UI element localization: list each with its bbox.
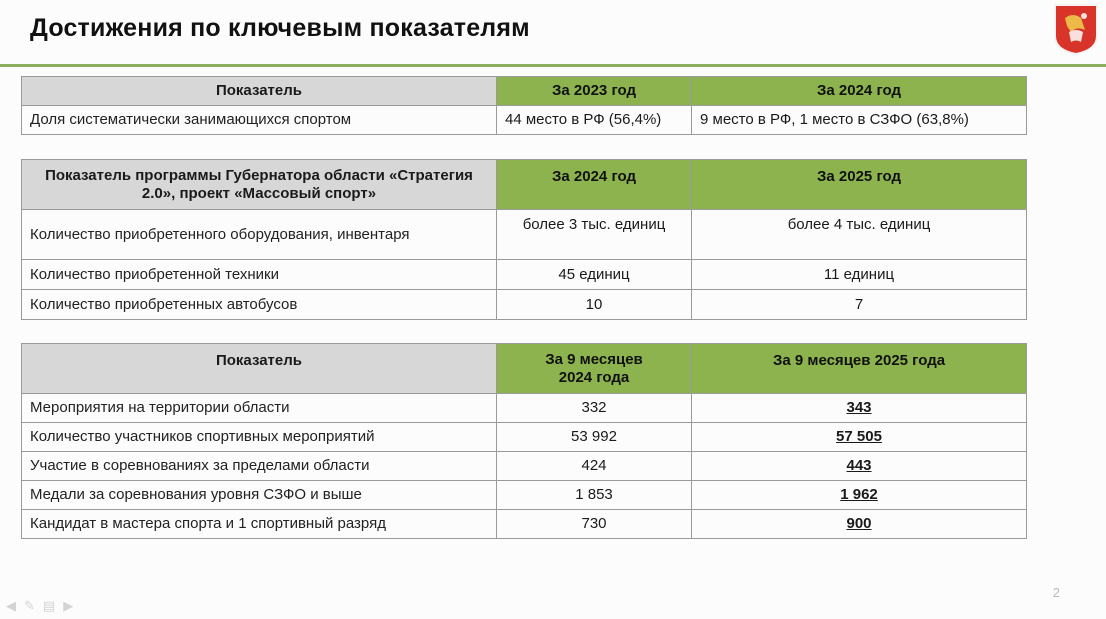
title-divider [0, 64, 1106, 67]
value-cell-highlight: 443 [692, 452, 1027, 481]
row-label: Мероприятия на территории области [22, 394, 497, 423]
row-label: Количество приобретенного оборудования, инвентаря [22, 210, 497, 260]
value-cell-highlight: 57 505 [692, 423, 1027, 452]
table-row [22, 510, 1027, 539]
row-label: Количество участников спортивных мероприятий [22, 423, 497, 452]
table-header-cell: Показатель [22, 77, 497, 106]
previous-slide-icon[interactable]: ◀ [6, 598, 16, 613]
table-header-cell: За 2025 год [692, 160, 1027, 210]
value-cell: 1 853 [497, 481, 692, 510]
table-header-cell: За 9 месяцев 2024 года [497, 344, 692, 394]
table-header-cell: За 2024 год [692, 77, 1027, 106]
row-label: Участие в соревнованиях за пределами области [22, 452, 497, 481]
table-header-cell: За 9 месяцев 2025 года [692, 344, 1027, 394]
table-header-cell: Показатель программы Губернатора области «Стратегия 2.0», проект «Массовый спорт» [22, 160, 497, 210]
value-cell: 11 единиц [692, 260, 1027, 290]
table-row [22, 452, 1027, 481]
row-label: Количество приобретенных автобусов [22, 290, 497, 320]
table-header-row [22, 160, 1027, 210]
table-header-row [22, 77, 1027, 106]
row-label: Медали за соревнования уровня СЗФО и выше [22, 481, 497, 510]
value-cell: 45 единиц [497, 260, 692, 290]
coat-of-arms-icon [1051, 2, 1101, 56]
value-cell: более 4 тыс. единиц [692, 210, 1027, 260]
table-row [22, 290, 1027, 320]
table-row [22, 260, 1027, 290]
row-label: Количество приобретенной техники [22, 260, 497, 290]
value-cell: 7 [692, 290, 1027, 320]
value-cell: более 3 тыс. единиц [497, 210, 692, 260]
table-header-cell: Показатель [22, 344, 497, 394]
value-cell: 10 [497, 290, 692, 320]
next-slide-icon[interactable]: ▶ [63, 598, 74, 613]
value-cell-highlight: 1 962 [692, 481, 1027, 510]
value-cell: 44 место в РФ (56,4%) [497, 106, 692, 135]
table-header-cell: За 2023 год [497, 77, 692, 106]
slides-overview-icon[interactable]: ▤ [42, 598, 56, 613]
table-row [22, 106, 1027, 135]
table-header-row [22, 344, 1027, 394]
row-label: Кандидат в мастера спорта и 1 спортивный разряд [22, 510, 497, 539]
value-cell: 332 [497, 394, 692, 423]
value-cell: 424 [497, 452, 692, 481]
table-sports-share [21, 76, 1027, 135]
page-number: 2 [1052, 585, 1060, 600]
value-cell: 730 [497, 510, 692, 539]
table-row [22, 423, 1027, 452]
table-row [22, 210, 1027, 260]
table-row [22, 394, 1027, 423]
slide-title: Достижения по ключевым показателям [30, 14, 530, 42]
table-header-cell: За 2024 год [497, 160, 692, 210]
value-cell: 53 992 [497, 423, 692, 452]
table-governor-program [21, 159, 1027, 320]
table-row [22, 481, 1027, 510]
value-cell-highlight: 343 [692, 394, 1027, 423]
pen-icon[interactable]: ✎ [24, 598, 35, 613]
row-label: Доля систематически занимающихся спортом [22, 106, 497, 135]
value-cell-highlight: 900 [692, 510, 1027, 539]
value-cell: 9 место в РФ, 1 место в СЗФО (63,8%) [692, 106, 1027, 135]
table-nine-months [21, 343, 1027, 539]
presenter-toolbar [6, 598, 73, 614]
